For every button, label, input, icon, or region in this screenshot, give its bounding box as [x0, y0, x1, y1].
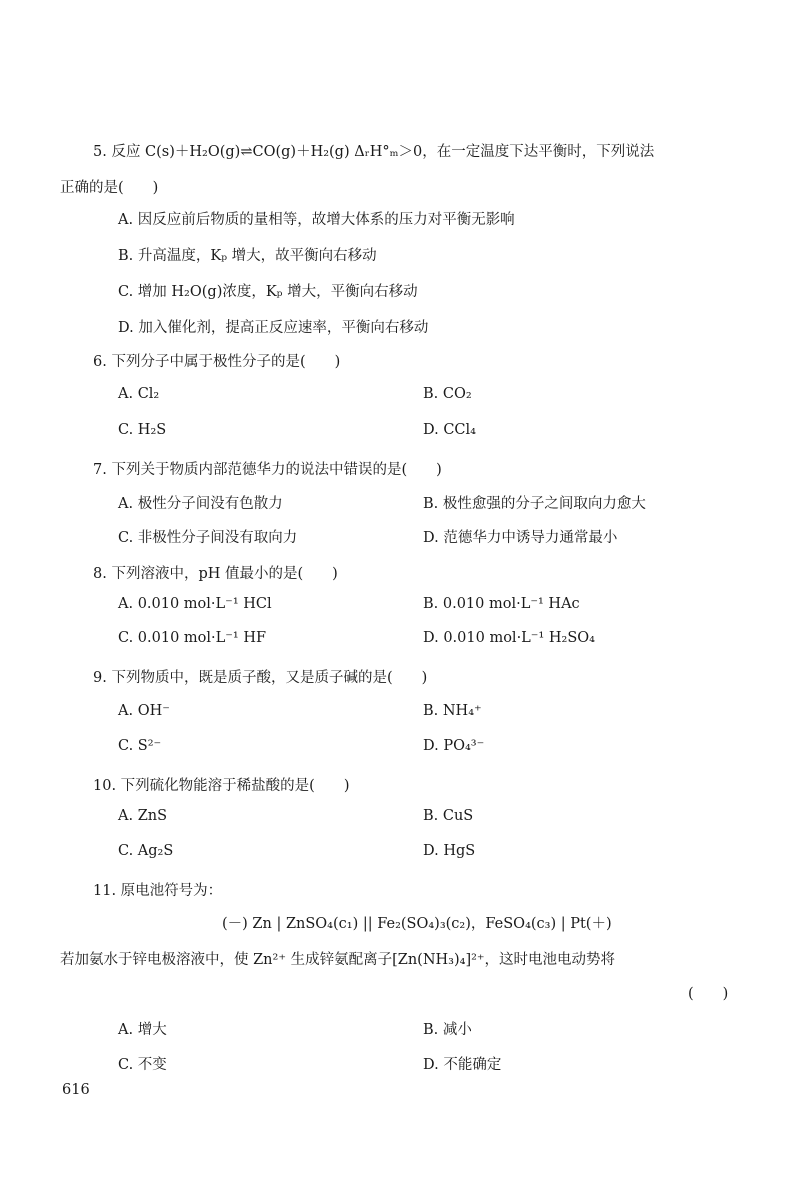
- q7-option-c: C. 非极性分子间没有取向力: [118, 530, 298, 546]
- q10-option-a: A. ZnS: [118, 808, 168, 824]
- q6-option-a: A. Cl₂: [118, 386, 160, 402]
- q11-question-text: 若加氨水于锌电极溶液中，使 Zn²⁺ 生成锌氨配离子[Zn(NH₃)₄]²⁺，这时电池电动势将: [60, 952, 616, 968]
- q5-option-c: C. 增加 H₂O(g)浓度，Kₚ 增大，平衡向右移动: [118, 284, 418, 300]
- q5-option-d: D. 加入催化剂，提高正反应速率，平衡向右移动: [118, 320, 429, 336]
- q8-option-c: C. 0.010 mol·L⁻¹ HF: [118, 630, 267, 646]
- q8-option-b: B. 0.010 mol·L⁻¹ HAc: [423, 596, 580, 612]
- q8-option-a: A. 0.010 mol·L⁻¹ HCl: [118, 596, 272, 612]
- q5-stem-line1: 5. 反应 C(s)＋H₂O(g)⇌CO(g)＋H₂(g) ΔᵣH°ₘ＞0，在一定温度下达平衡时，下列说法: [93, 144, 655, 160]
- q11-cell-notation: (－) Zn | ZnSO₄(c₁) || Fe₂(SO₄)₃(c₂)，FeSO₄(c₃) | Pt(＋): [222, 916, 612, 932]
- q10-option-b: B. CuS: [423, 808, 474, 824]
- q11-option-c: C. 不变: [118, 1057, 167, 1073]
- q9-option-b: B. NH₄⁺: [423, 703, 482, 719]
- q6-option-b: B. CO₂: [423, 386, 472, 402]
- q5-option-a: A. 因反应前后物质的量相等，故增大体系的压力对平衡无影响: [118, 212, 515, 228]
- q10-option-d: D. HgS: [423, 843, 476, 859]
- q5-option-b: B. 升高温度，Kₚ 增大，故平衡向右移动: [118, 248, 377, 264]
- q6-option-d: D. CCl₄: [423, 422, 476, 438]
- q9-option-a: A. OH⁻: [118, 703, 170, 719]
- q11-option-d: D. 不能确定: [423, 1057, 502, 1073]
- q11-option-b: B. 减小: [423, 1022, 472, 1038]
- q9-option-c: C. S²⁻: [118, 738, 162, 754]
- q9-stem: 9. 下列物质中，既是质子酸，又是质子碱的是( ): [93, 670, 428, 686]
- q7-stem: 7. 下列关于物质内部范德华力的说法中错误的是( ): [93, 462, 442, 478]
- q11-answer-parentheses: ( ): [688, 986, 729, 1002]
- q11-option-a: A. 增大: [118, 1022, 167, 1038]
- q10-stem: 10. 下列硫化物能溶于稀盐酸的是( ): [93, 778, 350, 794]
- q8-option-d: D. 0.010 mol·L⁻¹ H₂SO₄: [423, 630, 595, 646]
- q11-stem: 11. 原电池符号为：: [93, 883, 223, 899]
- q10-option-c: C. Ag₂S: [118, 843, 174, 859]
- q7-option-a: A. 极性分子间没有色散力: [118, 496, 283, 512]
- q7-option-b: B. 极性愈强的分子之间取向力愈大: [423, 496, 646, 512]
- q5-stem-line2: 正确的是( ): [60, 180, 159, 196]
- q7-option-d: D. 范德华力中诱导力通常最小: [423, 530, 618, 546]
- q8-stem: 8. 下列溶液中，pH 值最小的是( ): [93, 566, 338, 582]
- q9-option-d: D. PO₄³⁻: [423, 738, 485, 754]
- q6-stem: 6. 下列分子中属于极性分子的是( ): [93, 354, 341, 370]
- q6-option-c: C. H₂S: [118, 422, 167, 438]
- page-number: 616: [62, 1082, 90, 1098]
